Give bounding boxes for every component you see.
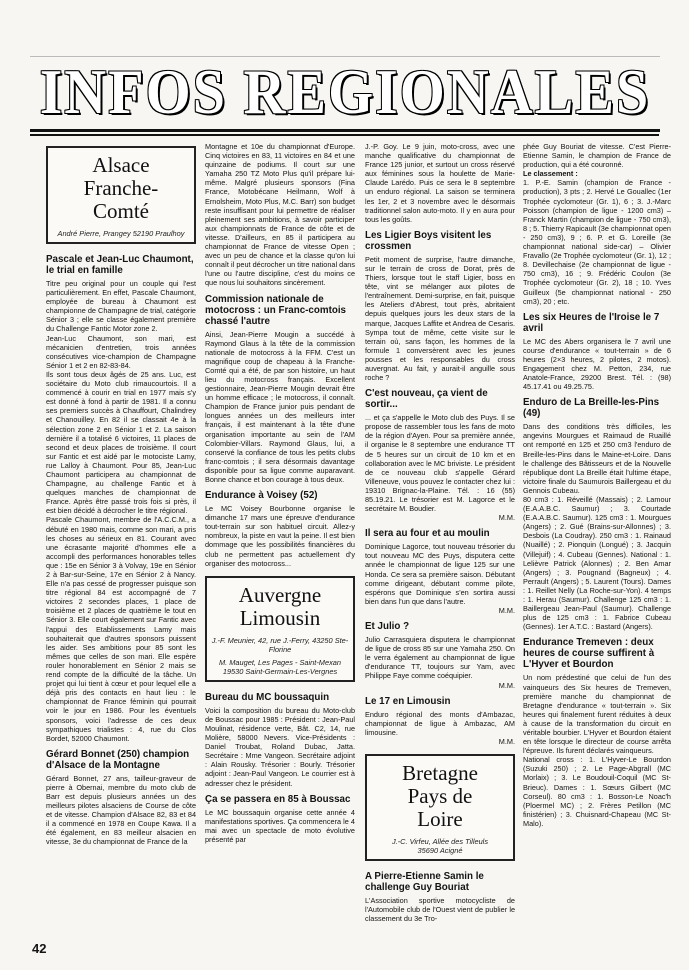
article-text: 1. P.-E. Samin (champion de France - production), 3 pts ; 2. Hervé Le Gouallec (1er Trophée cyclomoteur (Gr. 1), 6 ; 3. J.-Marc Poisson (champion de ligue - 1200 cm3) – Franck Martin (champion de ligue - 750 cm3), 8 ; 5. Thierry Rapicault (3e championnat open - 250 cm3), 9 ; 6. P. et G. Loreille (3e championnat national side-car) – Olivier Fravallo (2e Trophée cyclomoteur (Gr. 1), 12 ; 8. Devillechaise (2e championnat de ligue - 750 cm3), 16 ; 9. Frédéric Coulon (3e Trophée cyclomoteur (Gr. 2), 18 ; 10. Yves Guilleux (5e championnat national - 250 cm3), 20 ; etc. <box>523 178 671 306</box>
article-text: Dans des conditions très difficiles, les angevins Mourgues et Raimaud de Ruaillé ont remporté en 125 et 250 cm3 l'enduro de Breille-les-Pins dans le Maine-et-Loire. Dans le challenge des Bâtisseurs et de la Nouvelle république dont La Breille était l'ultime étape, victoire finale du Saumurois Baillergeau et du Gennois Cubeau. <box>523 422 671 495</box>
article-text: 80 cm3 : 1. Réveillé (Massais) ; 2. Lamour (E.A.A.B.C. Saumur) ; 3. Courtade (E.A.A.B.C. Saumur). 125 cm3 : 1. Mourgues (Angers) ; 2. Gué (Brains-sur-Allonnes) ; 3. Desbois (La Coudray). 250 cm3 : 1. Rainaud (Nuaillé) ; 2. Pionquin (Longué) ; 3. Jacquin (Villejuif) ; 4. Cubeau (Gennes). National : 1. Lelièvre Patrick (Alonnes) ; 2. Ben Amar (Angers) ; 3. Pougnand (Bagneux) ; 4. Perrault (Angers) ; 5. Laurent (Tours). Dames : 1. Reillet Nelly (La Roche-sur-Yon). 4 temps : 1. Herau (Saumur). Challenge 125 cm3 : 1. Baillergeau Jean-Paul (Saumur). Challenge plus de 125 cm3 : 1. Fabrice Cubeau (Gennes). 1er A.T.C. : Bastard (Angers). <box>523 495 671 632</box>
article-text: Gérard Bonnet, 27 ans, tailleur-graveur de pierre à Obernai, membre du moto club de Barr est depuis plusieurs années un des meilleurs pilotes alsaciens de Course de côte et de vitesse. Champion d'Alsace 82, 83 et 84 il a commencé en 1978 en Coupe Kawa. Il a été également, en 83 meilleur alsacien en vitesse, 3e du championnat de France de la <box>46 773 196 847</box>
article-title: C'est nouveau, ça vient de sortir... <box>365 388 488 411</box>
article-title: Endurance Tremeven : deux heures de course suffirent à L'Hyver et Bourdon <box>523 637 655 671</box>
article-text: Petit moment de surprise, l'autre dimanche, sur le terrain de cross de Dorat, près de Thiers, lorsque tout le staff Ligier, boss en tête, vint se mélanger aux pilotes de l'entraînement. Demi-surprise, en fait, puisque les Ateliers d'Abrest, tout près, abritaient depuis quelques jours les deux stars de la marque, Jacques Laffite et Andrea de Cesaris. Sympa tout de même, cette visite sur le terrain où, sans façon, les hommes de la formule 1 conversèrent avec les jeunes pousses et les responsables du cross auvergnat. Au fait, y aurait-il anguille sous roche ? <box>365 254 515 383</box>
ranking-heading: Le classement : <box>523 169 578 179</box>
page-number: 42 <box>32 941 47 956</box>
article-title: Les six Heures de l'Iroise le 7 avril <box>523 311 660 334</box>
region-box-alsace <box>46 146 196 244</box>
correspondent-address: 35690 Acigné <box>417 845 463 855</box>
article-title: Et Julio ? <box>365 621 410 633</box>
article-signature: M.M. <box>498 513 515 523</box>
article-text: Enduro régional des monts d'Ambazac, championnat de ligue à Ambazac, AM limousine. <box>365 709 515 737</box>
article-text: Le MC boussaquin organise cette année 4 manifestations sportives. Ça commencera le 4 mai avec un spectacle de moto évolutive présenté par <box>205 807 355 844</box>
article-signature: M.M. <box>498 736 515 746</box>
article-signature: M.M. <box>498 605 515 615</box>
article-title: Gérard Bonnet (250) champion d'Alsace de la Montagne <box>46 748 190 771</box>
article-text: J.-P. Goy. Le 9 juin, moto-cross, avec une manche qualificative du championnat de France 125 junior, et surtout un cross réservé aux féminines sous la houlette de Marie-Claude Larédo. Puis ce sera le 8 septembre un enduro régional. La saison se terminera les 1er, 2 et 3 novembre avec le désormais traditionnel salon auto-moto. Il y en aura pour tous les goûts. <box>365 142 515 224</box>
region-title: Bretagne <box>402 760 478 785</box>
article-title: Le 17 en Limousin <box>365 695 451 707</box>
region-box-auvergne <box>205 576 355 682</box>
article-text: Titre peu original pour un couple qui l'est particulièrement. En effet, Pascale Chaumont, employée de bureau à Chaumont est championne de Champagne de trial, catégorie Sénior 3 ; elle se classe également première du Challenge Fantic Motor zone 2. <box>46 279 196 334</box>
article-text: Julio Carrasquiera disputera le championnat de ligue de cross 85 sur une Yamaha 250. On le verra également au championnat de ligue d'endurance TT, toujours sur Yam, avec Philippe Faye comme coéquipier. <box>365 635 515 681</box>
article-signature: M.M. <box>498 680 515 690</box>
region-title: Comté <box>93 199 149 223</box>
article-title: Les Ligier Boys visitent les crossmen <box>365 229 492 252</box>
region-title: Alsace <box>92 153 150 177</box>
article-title: Ça se passera en 85 à Boussac <box>205 793 351 805</box>
correspondent-address: J.-C. Virfeu, Allée des Tilleuls <box>391 836 489 846</box>
article-text: Un nom prédestiné que celui de l'un des vainqueurs des Six heures de Tremeven, première manche du championnat de Bretagne d'endurance « tout-terrain ». Six heures qui finalement furent réduites à deux à cause de la transformation du circuit en véritable bourbier. L'Hyver et Bourdon étaient en tête lorsque le directeur de course arrêta l'épreuve. Ils furent déclarés vainqueurs. <box>523 673 671 756</box>
article-text: ... et ça s'appelle le Moto club des Puys. Il se propose de rassembler tous les fans de moto de la région d'Ayen. Pour sa première année, il organise le 8 septembre une endurance TT de 5 heures sur un circuit de 10 km et en collaboration avec le MC briviste. Le président de ce nouveau club s'appelle Gérard Villeneuve, vous pouvez le contacter chez lui : 19310 Brignac-la-Plaine. Tél. : 16 (55) 85.19.21. Le trésorier est M. Lagorce et le secrétaire M. Boudier. <box>365 413 515 514</box>
region-box-bretagne <box>365 754 515 861</box>
article-title: Pascale et Jean-Luc Chaumont, le trial en famille <box>46 254 194 276</box>
section-title: INFOS REGIONALES <box>39 55 651 128</box>
region-title: Franche- <box>83 176 159 200</box>
article-title: Commission nationale de motocross : un Franc-comtois chassé l'autre <box>205 293 346 327</box>
region-title: Auvergne <box>238 582 322 607</box>
article-title: A Pierre-Etienne Samin le challenge Guy Bouriat <box>365 870 484 893</box>
header-rule <box>30 134 659 136</box>
article-text: phée Guy Bouriat de vitesse. C'est Pierre-Etienne Samin, le champion de France de production, qui a été couronné. <box>523 142 671 170</box>
article-text: Pascale Chaumont, membre de l'A.C.C.M., a débuté en 1980 mais, comme son mari, a pris les choses au sérieux en 81. Courant avec une écrasante majorité d'hommes elle a accompli des performances honorables telles que : 15e en Sénior 3 à Volvay, 19e en Sénior 2 à Bar-sur-Seine, 17e en Sénior 2 à Nancy. Elle n'a pas cessé de progresser puisque son titre régional 84 est accompagné de 7 victoires 2 secondes places, 1 place de troisième et 2 places de quatrième le tout en Sénior 3. Elle court également sur Fantic avec l'appui des Etablissements Lamy mais souhaiterait que d'autres sponsors puissent les aider. Ses ambitions pour 85 sont les mêmes que celles de son mari. Elle espère rouler honorablement en Sénior 2 mais se rend compte de la difficulté de la tâche. Un projet qui lui tient à cœur et pour lequel elle a déjà pris des contacts en haut lieu : le championnat de France féminin qui pourrait voir le jour en 1986. Pour les éventuels sponsors, voici l'adresse de ces deux sympathiques trialistes : 4, rue du Clos Bordet, 52000 Chaumont. <box>46 515 196 743</box>
correspondent-address: M. Mauget, Les Pages - Saint-Mexan 19530 Saint-Germain-Les-Vergnes <box>218 657 341 676</box>
article-text: National cross : 1. L'Hyver-Le Bourdon (Suzuki 250) ; 2. Le Page-Abgrall (MC Morlaix) ; 3. Le Boudouil-Coquil (MC St-Brieuc). Dames : 1. Sœurs Gilbert (MC Corseul). 80 cm3 : 1. Bosson-Le Noac'h (Ploermel MC) ; 2. Frères Petillon (MC finistérien) ; 3. Chuisnard-Chapeau (MC St-Malo). <box>523 755 671 828</box>
article-title: Bureau du MC boussaquin <box>205 691 330 703</box>
article-text: Montagne et 10e du championnat d'Europe. Cinq victoires en 83, 11 victoires en 84 et une quinzaine de podiums. Il court sur une Yamaha 250 TZ Moto Plus qu'il prépare lui-même. Malgré plusieurs sponsors (Fina France, Motobécane Heilmann, Wolf à Ernolsheim, Moto Plus, M.C. Barr) son budget reste insuffisant pour lui permettre de réaliser pleinement ses ambitions, à savoir participer aux championnats de France de côte et de vitesse. D'ailleurs, en 85 il participera au championnat de France de vitesse Open ; avec un peu de chance et la classe qu'on lui connaît il peut décrocher un titre national dans l'une ou l'autre discipline, c'est du moins ce que nous lui souhaitons sincèrement. <box>205 142 355 288</box>
article-text: Le MC Voisey Bourbonne organise le dimanche 17 mars une épreuve d'endurance tout-terrain sur son habituel circuit. Allez-y nombreux, la piste en vaut la peine. Il est bien dommage que les possibilités financières du club ne permettent pas actuellement d'y organiser des motocross... <box>205 504 355 568</box>
region-title: Limousin <box>239 605 321 630</box>
article-text: Jean-Luc Chaumont, son mari, est mécanicien d'entretien, trois années consécutives vice-champion de Champagne Sénior 1 et 2 en 82-83-84. <box>46 333 196 370</box>
article-text: Voici la composition du bureau du Moto-club de Boussac pour 1985 : Président : Jean-Paul Moulinat, résidence verte, Bât. C2, 14, rue Molière, 58000 Nevers. Vice-Présidents : Daniel Troubat, Roland Dubac, Jatta. Secrétaire : Mme Vangeon. Secrétaire adjoint : Alain Rousky. Trésorier : Bourly. Trésorier adjoint : Jean-Paul Vangeon. Le courrier est à adresser chez le président. <box>205 705 355 788</box>
region-title: Loire <box>417 806 463 831</box>
article-text: Dominique Lagorce, tout nouveau trésorier du tout nouveau MC des Puys, disputera cette année le championnat de ligue 125 sur une Honda. Ce sera sa première saison. Débutant comme dirigeant, débutant comme pilote, espérons que Dominique s'en sortira aussi bien dans l'un que dans l'autre. <box>365 542 515 606</box>
article-title: Il sera au four et au moulin <box>365 528 490 540</box>
region-title: Pays de <box>407 783 473 808</box>
article-title: Endurance à Voisey (52) <box>205 490 318 502</box>
article-text: Ainsi, Jean-Pierre Mougin a succédé à Raymond Glaus à la tête de la commission nationale de motocross à la FFM. C'est un magnifique coup de chapeau à la Franche-Comté qui a été, de par son histoire, un haut lieu du motocross français. Excellent gestionnaire, Jean-Pierre Mougin devrait être un homme efficace ; le motocross, il connaît. Champion de France junior puis pendant de longues années un des meilleurs inter français, il est maintenant à la tête d'une organisation importante au sein de l'AM Colombier-Villars. Raymond Glaus, lui, a conservé la confiance de tous les petits clubs franc-comtois ; il sera désormais davantage disponible pour sa ligue comme auparavant. Bonne chance et bon courage à tous deux. <box>205 329 355 484</box>
column-3 <box>365 142 515 937</box>
correspondent-address: André Pierre, Prangey 52190 Praulhoy <box>57 229 185 238</box>
article-text: Ils sont tous deux âgés de 25 ans. Luc, est sociétaire du Moto club rimaucourtois. Il a commencé à courir en trial en 1977 mais s'y est donné à fond à partir de 1981. Il a connu ses premiers succès à Chauffourt, Chalindrey et Chanouilley. En 82 il se classait 4e à la sélection zone 2 en Sénior 1 et 2. La saison dernière il a totalisé 6 victoires, 11 places de second et deux places de troisième. Il court sur Fantic et est aidé par le motociste Lamy, rue Lalloy à Chaumont. Pour 85, Jean-Luc Chaumont participera au championnat de Champagne, au challenge Fantic et à quelques manches de championnat de France. Après être passé trois fois si près, il est bien décidé à décrocher le titre régional. <box>46 369 196 516</box>
correspondent-address: J.-F. Meunier, 42, rue J.-Ferry, 43250 Ste-Florine <box>211 635 349 654</box>
column-4 <box>523 142 671 937</box>
article-title: Enduro de La Breille-les-Pins (49) <box>523 397 660 420</box>
article-text: L'Association sportive motocycliste de l'Automobile club de l'Ouest vient de publier le classement du 3e Tro- <box>365 895 515 924</box>
section-header <box>30 56 660 132</box>
column-2 <box>205 142 355 937</box>
article-text: Le MC des Abers organisera le 7 avril une course d'endurance « tout-terrain » de 6 heures (2×3 heures, 2 pilotes, 2 motos). Engagement chez M. Petton, 234, rue Anatole-France, 29200 Brest. Tél. : (98) 45.17.41 ou 49.25.75. <box>523 336 671 392</box>
column-1 <box>46 142 196 937</box>
